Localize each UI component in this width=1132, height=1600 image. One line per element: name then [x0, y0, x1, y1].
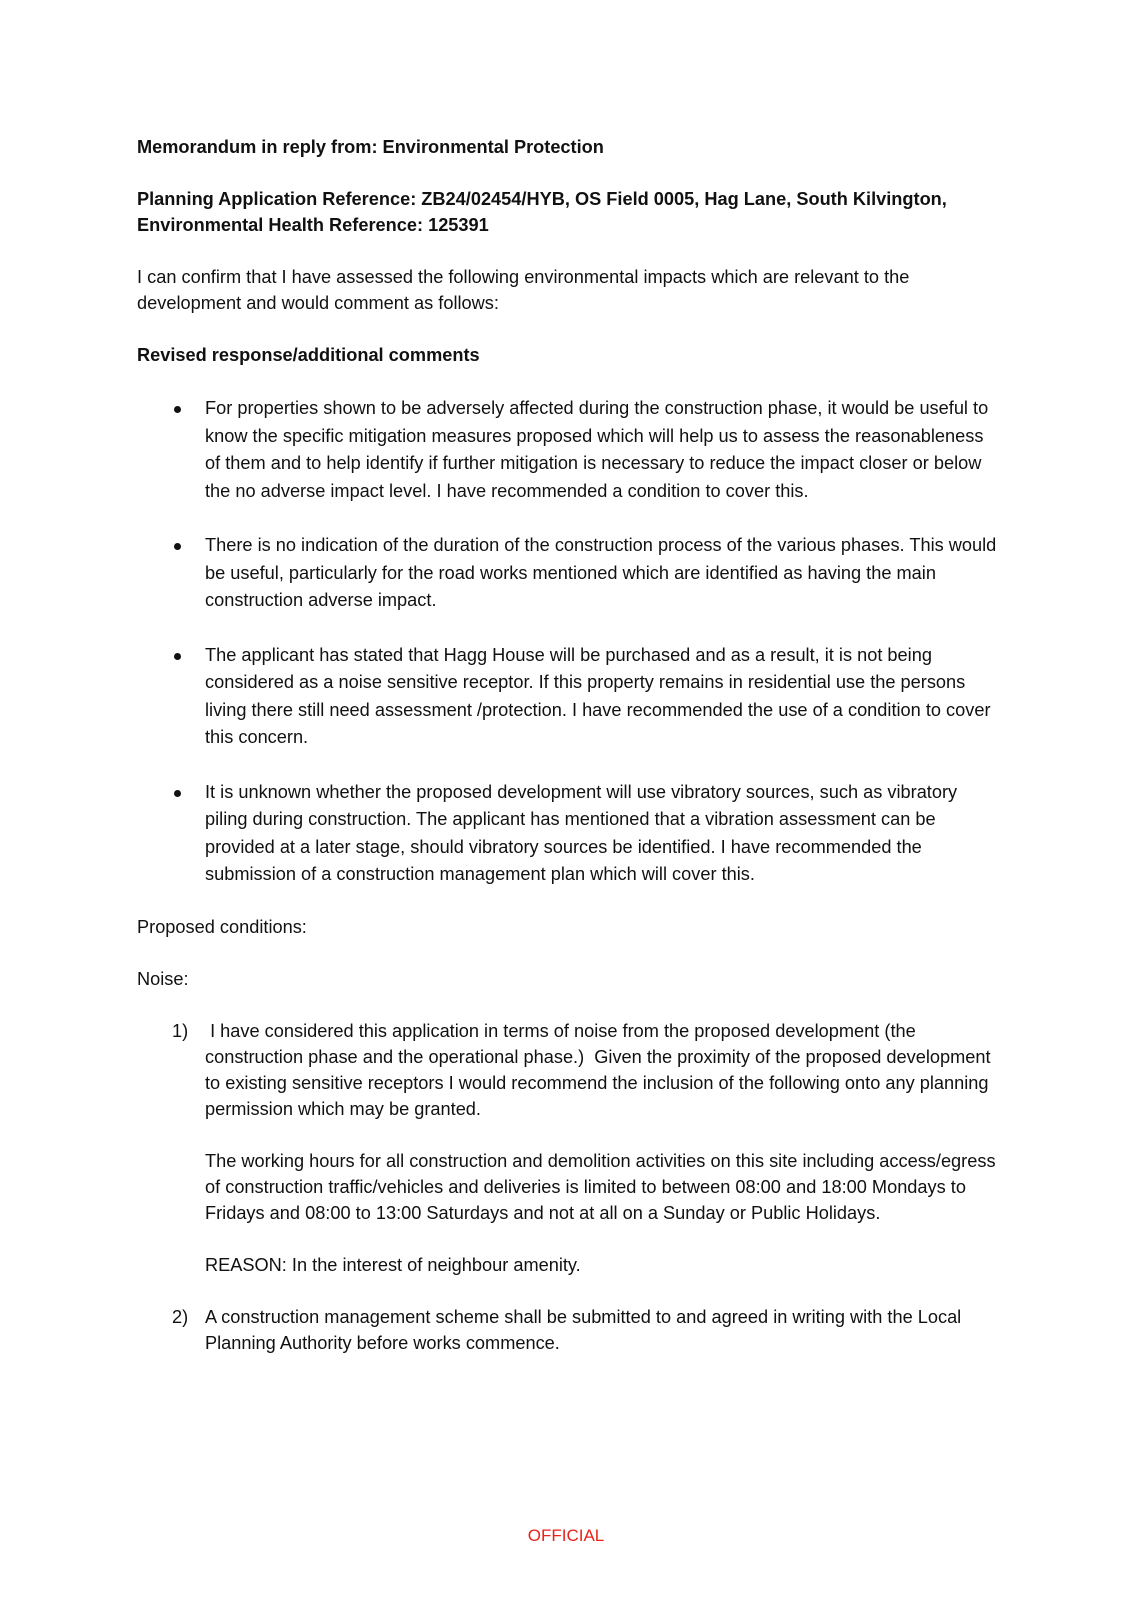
- reason-text: REASON: In the interest of neighbour amenity.: [205, 1254, 581, 1275]
- bullet-icon: [174, 653, 181, 660]
- bullet-icon: [174, 543, 181, 550]
- noise-label: Noise:: [137, 968, 189, 989]
- memo-page: [137, 134, 997, 1356]
- official-footer-label: OFFICIAL: [527, 1526, 605, 1545]
- condition-number: 2): [172, 1306, 189, 1327]
- comment-text: For properties shown to be adversely affected during the construction phase, it would be useful to know the specific mitigation measures proposed which will help us to assess the reasonableness of them and to help identify if further mitigation is necessary to reduce the impact closer or below the no adverse impact level. I have recommended a condition to cover this.: [205, 398, 989, 501]
- comment-text: The applicant has stated that Hagg House will be purchased and as a result, it is not being considered as a noise sensitive receptor. If this property remains in residential use the persons living there still need assessment /protection. I have recommended the use of a condition to cover this concern.: [205, 644, 991, 747]
- list-item: [137, 395, 997, 505]
- memo-title: Memorandum in reply from: Environmental Protection: [137, 137, 604, 157]
- list-item: [137, 779, 997, 889]
- condition-number: 1): [172, 1020, 189, 1041]
- planning-reference: [137, 186, 997, 238]
- planning-reference-line-1: Planning Application Reference: ZB24/02454/HYB, OS Field 0005, Hag Lane, South Kilvington,: [137, 189, 947, 209]
- condition-item: [137, 1304, 997, 1356]
- conditions-list: [137, 1018, 997, 1356]
- bullet-icon: [174, 790, 181, 797]
- comments-list: [137, 395, 997, 889]
- proposed-conditions-label: Proposed conditions:: [137, 916, 307, 937]
- revised-response-heading: Revised response/additional comments: [137, 345, 480, 365]
- condition-text: A construction management scheme shall be submitted to and agreed in writing with the Local Planning Authority before works commence.: [205, 1306, 962, 1353]
- condition-text: I have considered this application in terms of noise from the proposed development (the construction phase and the operational phase.) Given the proximity of the proposed development to existing sensitive receptors I would recommend the inclusion of the following onto any planning permission which may be granted.: [205, 1020, 996, 1119]
- intro-paragraph: I can confirm that I have assessed the following environmental impacts which are relevant to the development and would comment as follows:: [137, 267, 910, 313]
- comment-text: It is unknown whether the proposed development will use vibratory sources, such as vibratory piling during construction. The applicant has mentioned that a vibration assessment can be provided at a later stage, should vibratory sources be identified. I have recommended the submission of a construction management plan which will cover this.: [205, 781, 958, 884]
- list-item: [137, 532, 997, 615]
- environmental-health-reference: Environmental Health Reference: 125391: [137, 215, 489, 235]
- working-hours-text: The working hours for all construction and demolition activities on this site including access/egress of construction traffic/vehicles and deliveries is limited to between 08:00 and 18:00 Mondays to Fridays and 08:00 to 13:00 Saturdays and not at all on a Sunday or Public Holidays.: [205, 1150, 996, 1223]
- list-item: [137, 642, 997, 752]
- bullet-icon: [174, 406, 181, 413]
- comment-text: There is no indication of the duration of the construction process of the various phases. This would be useful, particularly for the road works mentioned which are identified as having the main construction adverse impact.: [205, 535, 997, 610]
- condition-item: [137, 1018, 997, 1278]
